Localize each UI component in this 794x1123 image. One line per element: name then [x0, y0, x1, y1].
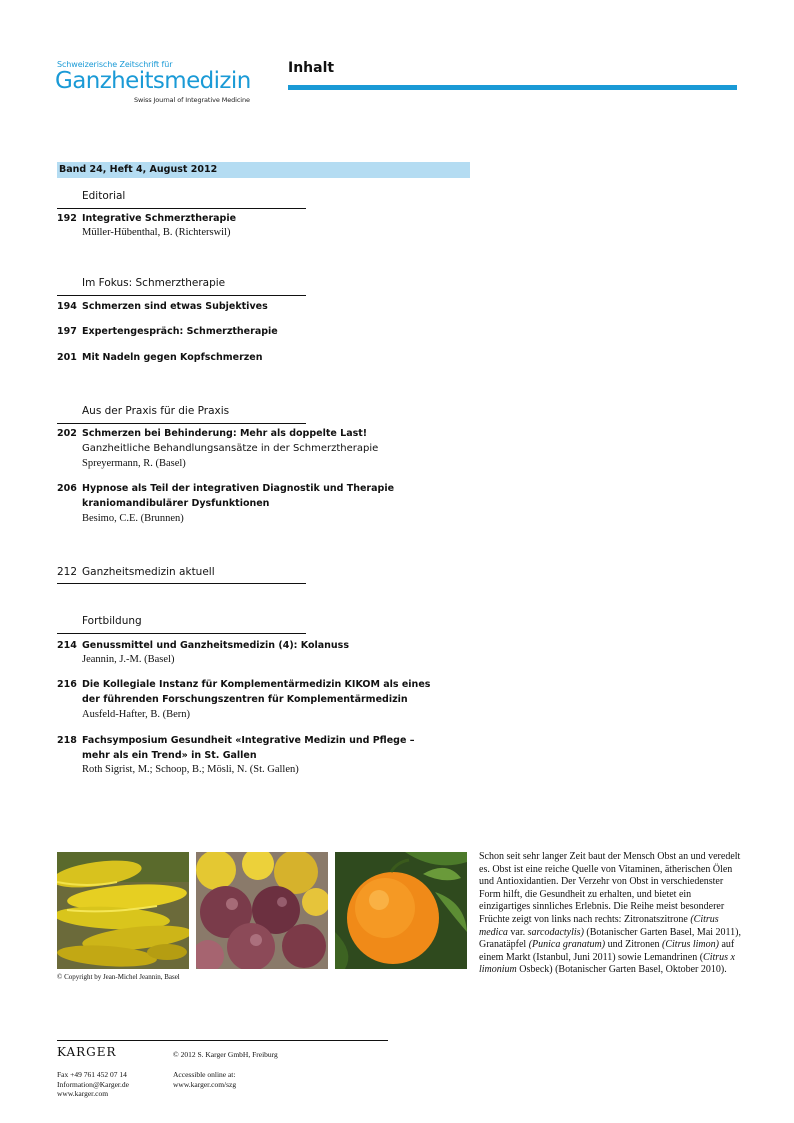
article-authors: Müller-Hübenthal, B. (Richterswil) — [82, 227, 231, 238]
photo-credit: © Copyright by Jean-Michel Jeannin, Basel — [57, 973, 180, 981]
article-subtitle: Ganzheitliche Behandlungsansätze in der Schmerztherapie — [82, 443, 379, 454]
online-label: Accessible online at: — [173, 1070, 236, 1079]
fax: Fax +49 761 452 07 14 — [57, 1070, 127, 1079]
website-link[interactable]: www.karger.com — [57, 1089, 109, 1098]
section-rule — [57, 208, 306, 209]
publisher-contact — [57, 1070, 129, 1099]
journal-supertitle: Schweizerische Zeitschrift für — [57, 60, 173, 69]
section-heading-fortbildung: Fortbildung — [82, 615, 142, 627]
online-access — [173, 1070, 236, 1089]
article-title[interactable]: Mit Nadeln gegen Kopfschmerzen — [82, 352, 263, 363]
page-number: 197 — [57, 326, 77, 337]
page-number: 218 — [57, 735, 77, 746]
section-rule — [57, 633, 306, 634]
article-title[interactable]: Schmerzen bei Behinderung: Mehr als doppelte Last! — [82, 428, 368, 439]
article-authors: Roth Sigrist, M.; Schoop, B.; Mösli, N. (St. Gallen) — [82, 764, 299, 775]
section-heading-editorial: Editorial — [82, 190, 126, 202]
article-title[interactable]: Fachsymposium Gesundheit «Integrative Medizin und Pflege – — [82, 735, 415, 746]
section-heading-aktuell[interactable]: Ganzheitsmedizin aktuell — [82, 566, 215, 578]
page-number: 206 — [57, 483, 77, 494]
article-authors: Jeannin, J.-M. (Basel) — [82, 654, 175, 665]
article-title[interactable]: Die Kollegiale Instanz für Komplementärmedizin KIKOM als eines — [82, 679, 431, 690]
page-number: 201 — [57, 352, 77, 363]
page-number: 202 — [57, 428, 77, 439]
online-url-link[interactable]: www.karger.com/szg — [173, 1079, 237, 1089]
photo-caption: Schon seit sehr langer Zeit baut der Mensch Obst an und veredelt es. Obst ist eine reiche Quelle von Vitaminen, ätherischen Ölen und Antioxidantien. Der Verzehr von Obst in verschiedenster Form hilft, die Gesundheit zu erhalten, und bietet ein einzigartiges sinnliches Erlebnis. Die Reihe meist besonderer Früchte zeigt von links nach rechts: Zitronatszitrone (Citrus medica var. sarcodactylis) (Botanischer Garten Basel, Mai 2011), Granatäpfel (Punica granatum) und Zitronen (Citrus limon) auf einem Markt (Istanbul, Juni 2011) sowie Lemandrinen (Citrus x limonium Osbeck) (Botanischer Garten Basel, Oktober 2010). — [479, 851, 741, 976]
page-number: 216 — [57, 679, 77, 690]
page-number: 194 — [57, 301, 77, 312]
page-number: 212 — [57, 566, 78, 578]
article-authors: Ausfeld-Hafter, B. (Bern) — [82, 709, 191, 720]
page-number: 192 — [57, 213, 77, 224]
page-number: 214 — [57, 640, 77, 651]
section-heading-fokus: Im Fokus: Schmerztherapie — [82, 277, 226, 289]
article-authors: Besimo, C.E. (Brunnen) — [82, 513, 184, 524]
article-title[interactable]: Integrative Schmerztherapie — [82, 213, 237, 224]
photo-orange — [335, 852, 467, 969]
journal-subtitle: Swiss Journal of Integrative Medicine — [134, 96, 250, 104]
photo-pomegranates — [196, 852, 328, 969]
footer-rule — [57, 1040, 388, 1041]
article-title-line2[interactable]: mehr als ein Trend» in St. Gallen — [82, 750, 257, 761]
article-title-line2[interactable]: der führenden Forschungszentren für Komplementärmedizin — [82, 694, 408, 705]
email-link[interactable]: Information@Karger.de — [57, 1079, 129, 1089]
article-title[interactable]: Genussmittel und Ganzheitsmedizin (4): Kolanuss — [82, 640, 349, 651]
photo-citron — [57, 852, 189, 969]
section-rule — [57, 423, 306, 424]
page-title: Inhalt — [288, 60, 335, 76]
section-rule — [57, 295, 306, 296]
section-rule — [57, 583, 306, 584]
section-heading-praxis: Aus der Praxis für die Praxis — [82, 405, 230, 417]
article-authors: Spreyermann, R. (Basel) — [82, 458, 186, 469]
publisher-logo: KARGER — [57, 1045, 117, 1059]
header-rule — [288, 85, 737, 90]
article-title[interactable]: Hypnose als Teil der integrativen Diagnostik und Therapie — [82, 483, 395, 494]
article-title[interactable]: Schmerzen sind etwas Subjektives — [82, 301, 268, 312]
article-title-line2[interactable]: kraniomandibulärer Dysfunktionen — [82, 498, 270, 509]
article-title[interactable]: Expertengespräch: Schmerztherapie — [82, 326, 278, 337]
journal-title: Ganzheitsmedizin — [55, 68, 251, 94]
copyright-notice: © 2012 S. Karger GmbH, Freiburg — [173, 1050, 278, 1059]
issue-label: Band 24, Heft 4, August 2012 — [59, 164, 218, 175]
